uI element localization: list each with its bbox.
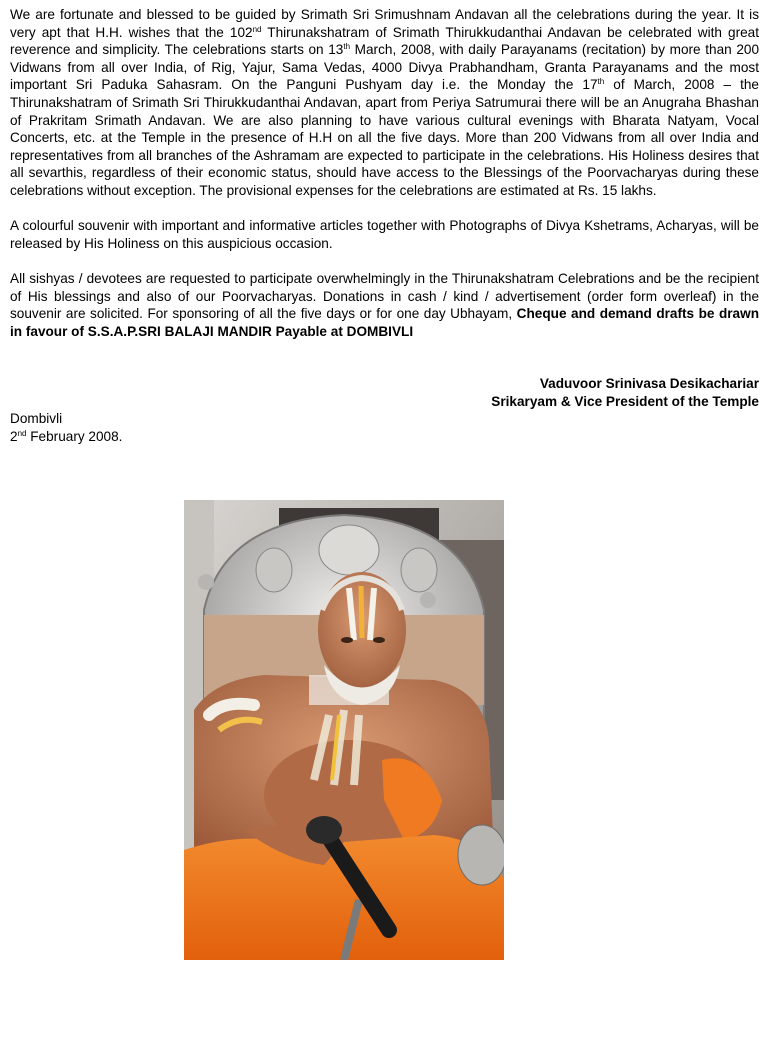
photograph-illustration <box>184 500 504 960</box>
andavan-photograph <box>184 500 504 960</box>
letter-body <box>10 6 759 446</box>
signatory-name: Vaduvoor Srinivasa Desikachariar <box>539 376 759 392</box>
date: 2nd February 2008. <box>10 429 123 445</box>
place: Dombivli <box>10 411 63 427</box>
paragraph-appeal: All sishyas / devotees are requested to participate overwhelmingly in the Thirunakshatram Celebrations and be the recipient of His blessings and also of our Poorvacharyas. Donations in cash / kind / advertisement (order form overleaf) in the souvenir are solicited. For sponsoring of all the five days or for one day Ubhayam, Cheque and demand drafts be drawn in favour of S.S.A.P.SRI BALAJI MANDIR Payable at DOMBIVLI <box>10 270 759 339</box>
signatory-title: Srikaryam & Vice President of the Temple <box>491 393 759 409</box>
paragraph-celebrations: We are fortunate and blessed to be guided by Srimath Sri Srimushnam Andavan all the celebrations during the year. It is very apt that H.H. wishes that the 102nd Thirunakshatram of Srimath Thirukkudanthai Andavan be celebrated with great reverence and simplicity. The celebrations starts on 13th March, 2008, with daily Parayanams (recitation) by more than 200 Vidwans from all over India, of Rig, Yajur, Sama Vedas, 4000 Divya Prabhandham, Granta Parayanams and the most important Sri Paduka Sahasram. On the Panguni Pushyam day i.e. the Monday the 17th of March, 2008 – the Thirunakshatram of Srimath Sri Thirukkudanthai Andavan, apart from Periya Satrumurai there will be an Anugraha Bhashan of Prakritam Srimath Andavan. We are also planning to have various cultural evenings with Bharata Natyam, Vocal Concerts, etc. at the Temple in the presence of H.H on all the five days. More than 200 Vidwans from all over India and representatives from all branches of the Ashramam are expected to participate in the celebrations. His Holiness desires that all sevarthis, regardless of their economic status, should have access to the Blessings of the Poorvacharyas during these celebrations without exception. The provisional expenses for the celebrations are estimated at Rs. 15 lakhs. <box>10 7 760 198</box>
paragraph-souvenir: A colourful souvenir with important and informative articles together with Photographs of Divya Kshetrams, Acharyas, will be released by His Holiness on this auspicious occasion. <box>10 218 759 251</box>
payment-instructions: Cheque and demand drafts be drawn in favour of S.S.A.P.SRI BALAJI MANDIR Payable at DOMBIVLI <box>10 306 759 339</box>
